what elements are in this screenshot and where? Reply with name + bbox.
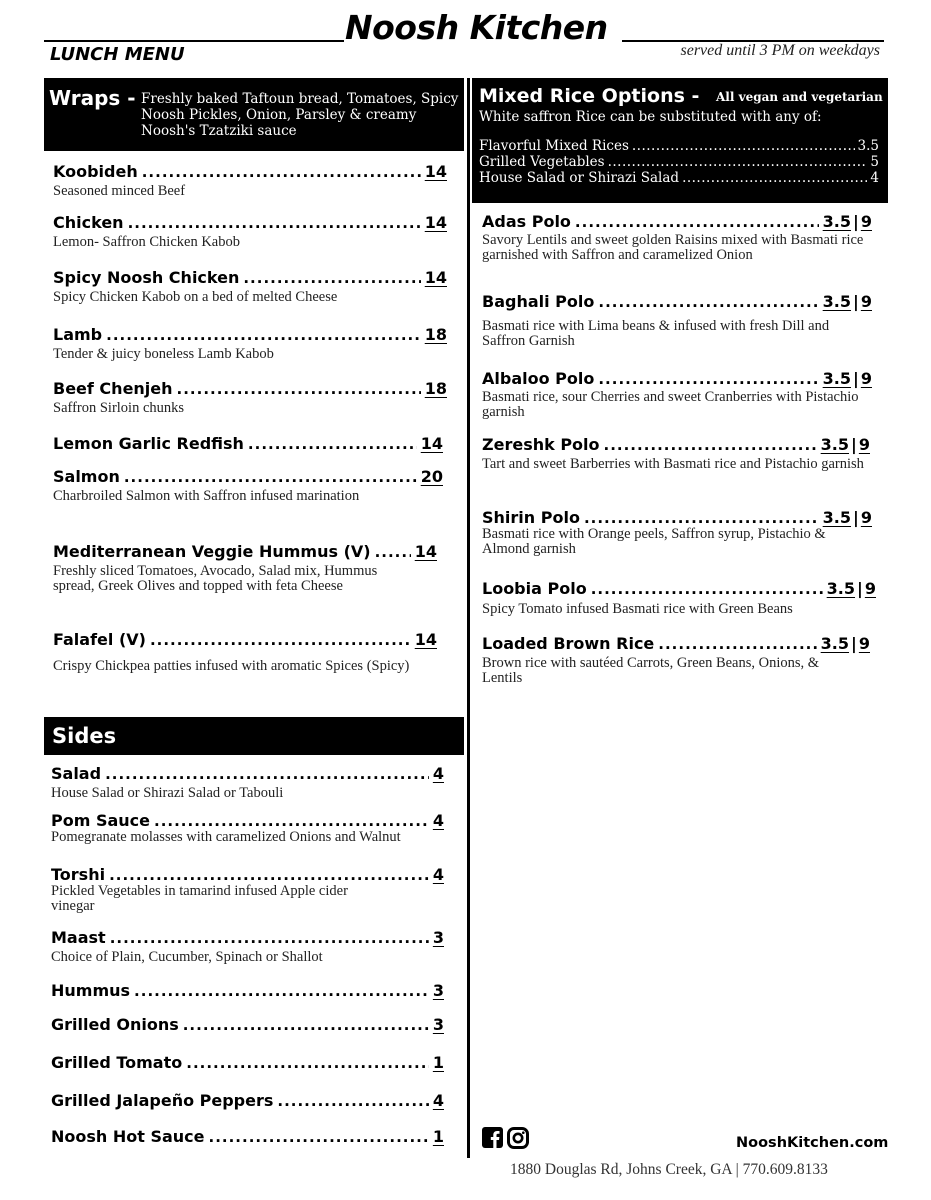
item-price: 18 bbox=[424, 379, 447, 398]
item-price: 3 bbox=[432, 981, 444, 1000]
wraps-description: Freshly baked Taftoun bread, Tomatoes, Spicy Noosh Pickles, Onion, Parsley & creamy Noosh's Tzatziki sauce bbox=[141, 91, 459, 139]
item-description: House Salad or Shirazi Salad or Tabouli bbox=[51, 785, 284, 801]
wraps-header bbox=[44, 78, 464, 151]
item-price: 3 bbox=[432, 1015, 444, 1034]
item-name: Grilled Onions bbox=[51, 1015, 179, 1034]
item-description: Pickled Vegetables in tamarind infused Apple cider vinegar bbox=[51, 883, 348, 914]
item-price: 4 bbox=[432, 1091, 444, 1110]
item-price: 3.5 | 9 bbox=[826, 579, 876, 598]
list-item bbox=[53, 434, 443, 453]
item-price: 14 bbox=[424, 268, 447, 287]
item-name: Loobia Polo bbox=[482, 579, 587, 598]
item-price: 3.5 | 9 bbox=[822, 292, 872, 311]
item-price: 1 bbox=[432, 1053, 444, 1072]
list-item bbox=[482, 508, 872, 557]
item-price: 14 bbox=[420, 434, 443, 453]
item-description: Spicy Tomato infused Basmati rice with Green Beans bbox=[482, 601, 793, 617]
list-item bbox=[479, 154, 879, 170]
item-name: Falafel (V) bbox=[53, 630, 146, 649]
item-name: Lamb bbox=[53, 325, 103, 344]
list-item bbox=[53, 630, 437, 674]
item-price: 4 bbox=[432, 764, 444, 783]
list-item bbox=[479, 138, 879, 154]
list-item bbox=[51, 764, 444, 801]
item-price: 18 bbox=[424, 325, 447, 344]
item-name: House Salad or Shirazi Salad bbox=[479, 170, 680, 186]
item-description: Crispy Chickpea patties infused with aromatic Spices (Spicy) bbox=[53, 658, 410, 674]
item-description: Choice of Plain, Cucumber, Spinach or Shallot bbox=[51, 949, 323, 965]
mixed-rice-header bbox=[472, 78, 888, 203]
item-description: Tart and sweet Barberries with Basmati rice and Pistachio garnish bbox=[482, 456, 864, 472]
mixed-rice-subtitle: White saffron Rice can be substituted with any of: bbox=[479, 109, 822, 125]
mixed-rice-tag: All vegan and vegetarian bbox=[716, 90, 883, 104]
item-price: 1 bbox=[432, 1127, 444, 1146]
list-item bbox=[51, 1127, 444, 1146]
item-price: 3.5 | 9 bbox=[820, 634, 870, 653]
item-price: 4 bbox=[432, 865, 444, 884]
item-name: Grilled Jalapeño Peppers bbox=[51, 1091, 274, 1110]
item-description: Basmati rice with Orange peels, Saffron syrup, Pistachio & Almond garnish bbox=[482, 526, 826, 557]
item-name: Salmon bbox=[53, 467, 120, 486]
sides-title: Sides bbox=[52, 724, 117, 748]
item-price: 3.5 | 9 bbox=[820, 435, 870, 454]
item-price: 14 bbox=[424, 213, 447, 232]
list-item bbox=[51, 1053, 444, 1072]
item-price: 5 bbox=[870, 154, 879, 170]
facebook-icon[interactable] bbox=[482, 1127, 503, 1148]
list-item bbox=[482, 579, 876, 617]
item-name: Loaded Brown Rice bbox=[482, 634, 655, 653]
item-name: Albaloo Polo bbox=[482, 369, 595, 388]
item-description: Lemon- Saffron Chicken Kabob bbox=[53, 234, 240, 250]
item-name: Hummus bbox=[51, 981, 131, 1000]
item-description: Brown rice with sautéed Carrots, Green Beans, Onions, & Lentils bbox=[482, 655, 820, 686]
column-divider bbox=[467, 78, 470, 1158]
list-item bbox=[53, 379, 447, 416]
item-description: Seasoned minced Beef bbox=[53, 183, 186, 199]
item-description: Spicy Chicken Kabob on a bed of melted Cheese bbox=[53, 289, 338, 305]
list-item bbox=[53, 268, 447, 305]
sides-header bbox=[44, 717, 464, 755]
list-item bbox=[53, 162, 447, 199]
list-item bbox=[51, 1015, 444, 1034]
item-price: 14 bbox=[414, 542, 437, 561]
item-price: 20 bbox=[420, 467, 443, 486]
list-item bbox=[51, 811, 444, 845]
item-name: Beef Chenjeh bbox=[53, 379, 173, 398]
item-price: 4 bbox=[870, 170, 879, 186]
list-item bbox=[482, 435, 870, 472]
item-name: Pom Sauce bbox=[51, 811, 151, 830]
item-name: Mediterranean Veggie Hummus (V) bbox=[53, 542, 371, 561]
item-name: Koobideh bbox=[53, 162, 138, 181]
instagram-icon[interactable] bbox=[507, 1127, 529, 1149]
list-item bbox=[482, 212, 872, 263]
list-item bbox=[53, 325, 447, 362]
list-item bbox=[51, 928, 444, 965]
item-price: 4 bbox=[432, 811, 444, 830]
item-name: Zereshk Polo bbox=[482, 435, 600, 454]
website-link[interactable]: NooshKitchen.com bbox=[736, 1135, 889, 1151]
list-item bbox=[51, 865, 444, 914]
item-price: 3.5 | 9 bbox=[822, 212, 872, 231]
social-links bbox=[482, 1127, 529, 1149]
list-item bbox=[51, 981, 444, 1000]
item-description: Pomegranate molasses with caramelized Onions and Walnut bbox=[51, 829, 401, 845]
menu-title: LUNCH MENU bbox=[50, 44, 185, 65]
item-name: Chicken bbox=[53, 213, 124, 232]
list-item bbox=[53, 467, 443, 504]
list-item bbox=[482, 292, 872, 349]
item-description: Basmati rice, sour Cherries and sweet Cranberries with Pistachio garnish bbox=[482, 389, 859, 420]
substitutes-list bbox=[479, 138, 879, 186]
restaurant-title: Noosh Kitchen bbox=[345, 8, 608, 47]
address-phone: 1880 Douglas Rd, Johns Creek, GA | 770.609.8133 bbox=[510, 1161, 828, 1178]
item-price: 3 bbox=[432, 928, 444, 947]
list-item bbox=[482, 369, 872, 420]
item-name: Flavorful Mixed Rices bbox=[479, 138, 629, 154]
wraps-title: Wraps - bbox=[49, 86, 136, 110]
header-rule-left bbox=[44, 40, 344, 42]
item-name: Adas Polo bbox=[482, 212, 571, 231]
item-price: 3.5 bbox=[857, 138, 879, 154]
item-price: 14 bbox=[424, 162, 447, 181]
item-description: Charbroiled Salmon with Saffron infused marination bbox=[53, 488, 360, 504]
served-hours: served until 3 PM on weekdays bbox=[680, 42, 880, 59]
item-name: Grilled Tomato bbox=[51, 1053, 183, 1072]
item-price: 14 bbox=[414, 630, 437, 649]
item-name: Salad bbox=[51, 764, 102, 783]
item-name: Noosh Hot Sauce bbox=[51, 1127, 205, 1146]
list-item bbox=[479, 170, 879, 186]
mixed-rice-title: Mixed Rice Options - bbox=[479, 85, 700, 107]
list-item bbox=[482, 634, 870, 686]
item-description: Saffron Sirloin chunks bbox=[53, 400, 185, 416]
item-description: Savory Lentils and sweet golden Raisins mixed with Basmati rice garnished with Saffron and caramelized Onion bbox=[482, 232, 864, 263]
item-name: Baghali Polo bbox=[482, 292, 595, 311]
list-item bbox=[51, 1091, 444, 1110]
item-name: Torshi bbox=[51, 865, 106, 884]
item-description: Basmati rice with Lima beans & infused with fresh Dill and Saffron Garnish bbox=[482, 318, 830, 349]
item-name: Spicy Noosh Chicken bbox=[53, 268, 240, 287]
item-description: Tender & juicy boneless Lamb Kabob bbox=[53, 346, 274, 362]
item-name: Lemon Garlic Redfish bbox=[53, 434, 244, 453]
item-name: Maast bbox=[51, 928, 106, 947]
item-name: Shirin Polo bbox=[482, 508, 580, 527]
item-price: 3.5 | 9 bbox=[822, 369, 872, 388]
list-item bbox=[53, 542, 437, 594]
item-name: Grilled Vegetables bbox=[479, 154, 605, 170]
item-price: 3.5 | 9 bbox=[822, 508, 872, 527]
item-description: Freshly sliced Tomatoes, Avocado, Salad mix, Hummus spread, Greek Olives and topped with feta Cheese bbox=[53, 563, 378, 594]
list-item bbox=[53, 213, 447, 250]
